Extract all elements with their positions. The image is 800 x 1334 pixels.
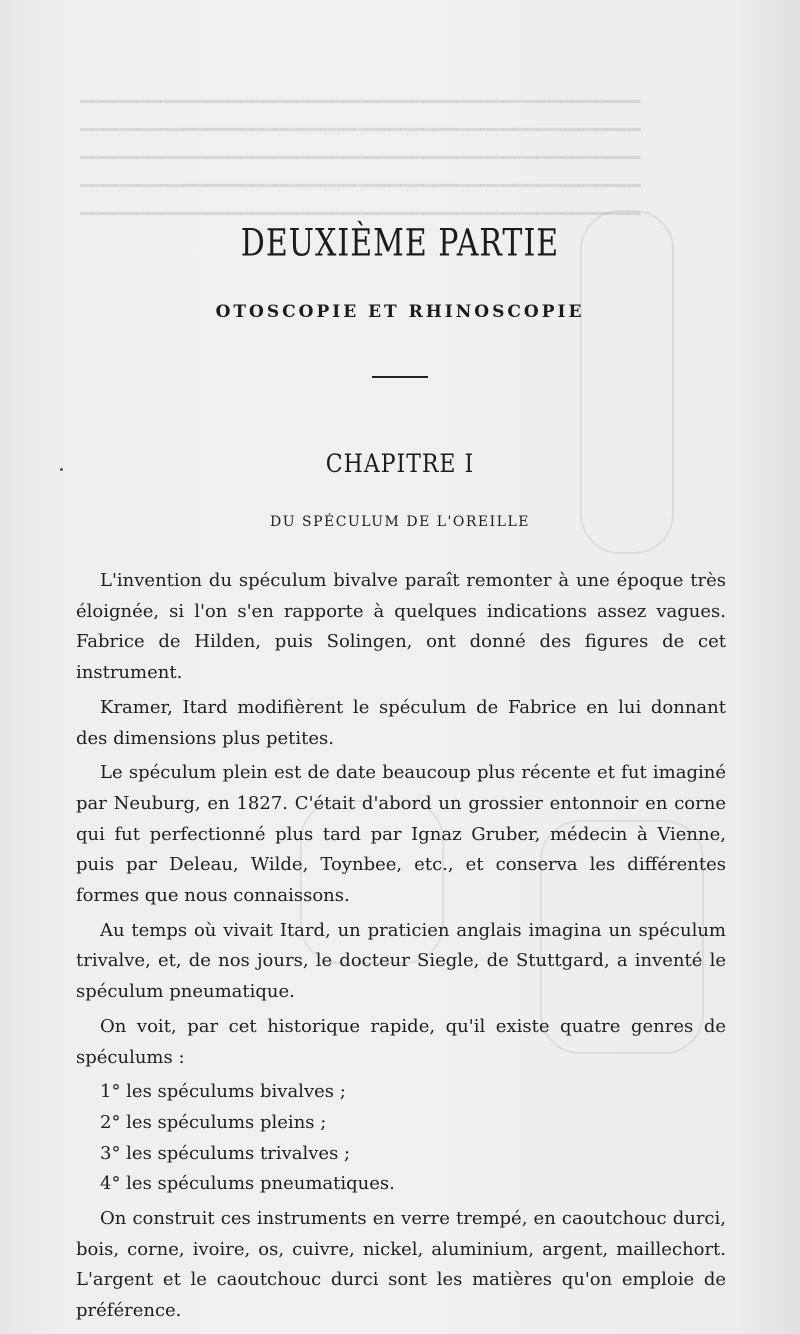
part-title: DEUXIÈME PARTIE bbox=[240, 221, 560, 266]
paragraph: Le spéculum plein est de date beaucoup plus récente et fut imaginé par Neuburg, en 1827. C'était d'abord un grossier entonnoir en corne qui fut perfectionné plus tard par Ignaz Gruber, médecin à Vienne, puis par Deleau, Wilde, Toynbee, etc., et conserva les différentes formes que nous connaissons. bbox=[76, 762, 726, 907]
body-text bbox=[76, 566, 726, 1331]
paragraph: On construit ces instruments en verre trempé, en caoutchouc durci, bois, corne, ivoire, os, cuivre, nickel, aluminium, argent, maillechort. L'argent et le caoutchouc durci sont les matières qu'on emploie de préférence. bbox=[76, 1208, 726, 1322]
list-item: 1° les spéculums bivalves ; bbox=[100, 1081, 346, 1103]
list-item: 2° les spéculums pleins ; bbox=[100, 1111, 327, 1133]
show-through-text: ━━━━━━━━━━━━━━━━━━━━━━━━━━━━━━━━━━━━━━━━━━━━━━━━━ ━━━━━━━━━━━━━━━━━━━━━━━━━━━━━━━━━━━━━━━━━━━━━━━━━ ━━━━━━━━━━━━━━━━━━━━━━━━━━━━━━━━━━━━━━━━━━━━━━━━━ ━━━━━━━━━━━━━━━━━━━━━━━━━━━━━━━━━━━━━━━━━━━━━━━━━ ━━━━━━━━━━━━━━━━━━━━━━━━━━━━━━━━━━━━━━━━━━━━━━━━━ bbox=[80, 91, 641, 225]
chapter-subtitle: DU SPÉCULUM DE L'OREILLE bbox=[270, 514, 530, 530]
chapter-title: CHAPITRE I bbox=[325, 450, 475, 479]
paragraph: On voit, par cet historique rapide, qu'il existe quatre genres de spéculums : bbox=[76, 1015, 726, 1068]
list-item: 3° les spéculums trivalves ; bbox=[100, 1142, 351, 1164]
list-item: 4° les spéculums pneumatiques. bbox=[100, 1173, 395, 1195]
paragraph: Kramer, Itard modifièrent le spéculum de Fabrice en lui donnant des dimensions plus petites. bbox=[76, 696, 726, 749]
part-subtitle: OTOSCOPIE ET RHINOSCOPIE bbox=[215, 302, 585, 322]
paragraph: L'invention du spéculum bivalve paraît remonter à une époque très éloignée, si l'on s'en rapporte à quelques indications assez vagues. Fabrice de Hilden, puis Solingen, ont donné des figures de cet instrument. bbox=[76, 570, 726, 684]
paragraph: Au temps où vivait Itard, un praticien anglais imagina un spéculum trivalve, et, de nos jours, le docteur Siegle, de Stuttgard, a inventé le spéculum pneumatique. bbox=[76, 919, 726, 1003]
section-divider bbox=[372, 376, 428, 378]
